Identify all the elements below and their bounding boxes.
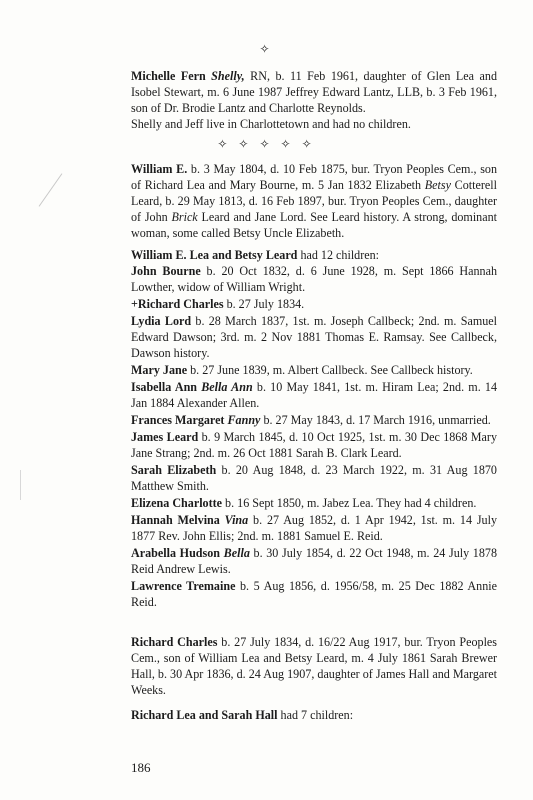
child-name: John Bourne	[131, 264, 201, 278]
children-list	[131, 264, 497, 612]
child-entry	[131, 264, 497, 296]
entry-name: Richard Charles	[131, 635, 218, 649]
richard-children-heading	[131, 708, 497, 724]
page-number: 186	[131, 760, 151, 775]
child-entry	[131, 380, 497, 412]
entry-nickname: Shelly,	[211, 69, 245, 83]
child-nickname: Bella Ann	[201, 380, 253, 395]
michelle-note: Shelly and Jeff live in Charlottetown and had no children.	[131, 117, 411, 131]
ornament-row: ✧ ✧ ✧ ✧ ✧	[217, 137, 316, 151]
pencil-mark	[39, 173, 63, 206]
william-entry	[131, 162, 497, 242]
entry-text: Leard and Jane Lord. See Leard history. A strong, dominant woman, some called Betsy Uncle Elizabeth.	[131, 209, 497, 240]
parents-names: Richard Lea and Sarah Hall	[131, 708, 278, 722]
child-entry	[131, 413, 497, 429]
child-entry	[131, 496, 497, 512]
child-name: Lydia Lord	[131, 314, 192, 329]
child-nickname: Bella	[223, 546, 250, 561]
child-details: b. 27 July 1834.	[223, 297, 305, 311]
child-name: Mary Jane	[131, 363, 188, 377]
child-details: b. 30 July 1854, d. 22 Oct 1948, m. 24 July 1878 Reid Andrew Lewis.	[131, 546, 497, 577]
child-details: b. 27 Aug 1852, d. 1 Apr 1942, 1st. m. 14 July 1877 Rev. John Ellis; 2nd. m. 1881 Samuel E. Reid.	[131, 513, 497, 544]
child-entry	[131, 314, 497, 362]
entry-text: b. 27 July 1834, d. 16/22 Aug 1917, bur. Tryon Peoples Cem., son of William Lea and Betsy Leard, m. 4 July 1861 Sarah Brewer Hall, b. 30 Apr 1836, d. 24 Aug 1907, daughter of James Hall and Margaret Weeks.	[131, 635, 497, 697]
child-name: Lawrence Tremaine	[131, 579, 236, 594]
child-nickname: Vina	[224, 513, 249, 528]
child-details: b. 20 Aug 1848, d. 23 March 1922, m. 31 Aug 1870 Matthew Smith.	[131, 463, 497, 494]
child-name: Arabella Hudson	[131, 546, 224, 561]
entry-text: Cotterell Leard, b. 29 May 1813, d. 16 Feb 1897, bur. Tryon Peoples Cem., daughter of John	[131, 177, 497, 224]
child-entry	[131, 463, 497, 495]
child-entry	[131, 513, 497, 545]
child-name: Isabella Ann	[131, 380, 202, 395]
child-entry	[131, 430, 497, 462]
entry-nickname: Brick	[171, 209, 198, 224]
entry-name: Michelle Fern	[131, 69, 212, 83]
children-heading	[131, 248, 497, 264]
child-entry	[131, 363, 497, 379]
child-nickname: Fanny	[227, 413, 261, 428]
child-details: b. 27 June 1839, m. Albert Callbeck. See Callbeck history.	[187, 363, 473, 377]
child-details: b. 9 March 1845, d. 10 Oct 1925, 1st. m. 30 Dec 1868 Mary Jane Strang; 2nd. m. 26 Oct 1881 Sarah B. Clark Leard.	[131, 430, 497, 461]
child-details: b. 20 Oct 1832, d. 6 June 1928, m. Sept 1866 Hannah Lowther, widow of William Wright.	[131, 264, 497, 294]
child-entry	[131, 546, 497, 578]
child-details: b. 16 Sept 1850, m. Jabez Lea. They had 4 children.	[222, 496, 477, 511]
entry-name: William E.	[131, 162, 188, 176]
entry-text: b. 3 May 1804, d. 10 Feb 1875, bur. Tryon Peoples Cem., son of Richard Lea and Mary Bourne, m. 5 Jan 1832 Elizabeth	[131, 162, 497, 192]
child-name: Sarah Elizabeth	[131, 463, 217, 478]
heading-text: had 12 children:	[297, 248, 380, 262]
child-name: Elizena Charlotte	[131, 496, 223, 511]
child-details: b. 28 March 1837, 1st. m. Joseph Callbeck; 2nd. m. Samuel Edward Dawson; 3rd. m. 2 Nov 1881 Thomas E. Ramsay. See Callbeck, Dawson history.	[131, 314, 497, 360]
richard-entry	[131, 635, 497, 699]
entry-text: RN, b. 11 Feb 1961, daughter of Glen Lea and Isobel Stewart, m. 6 June 1987 Jeffrey Edward Lantz, LLB, b. 3 Feb 1961, son of Dr. Brodie Lantz and Charlotte Reynolds.	[131, 69, 497, 115]
child-entry	[131, 579, 497, 611]
child-name: Hannah Melvina	[131, 513, 225, 528]
michelle-entry	[131, 69, 497, 117]
parents-names: William E. Lea and Betsy Leard	[131, 248, 298, 262]
entry-nickname: Betsy	[424, 177, 451, 192]
child-details: b. 27 May 1843, d. 17 March 1916, unmarried.	[260, 413, 491, 428]
child-name: James Leard	[131, 430, 199, 445]
page-crease	[20, 470, 21, 500]
child-name: Frances Margaret	[131, 413, 228, 428]
child-details: b. 5 Aug 1856, d. 1956/58, m. 25 Dec 1882 Annie Reid.	[131, 579, 497, 610]
child-name: +Richard Charles	[131, 297, 224, 311]
heading-text: had 7 children:	[277, 708, 354, 722]
child-entry	[131, 297, 497, 313]
child-details: b. 10 May 1841, 1st. m. Hiram Lea; 2nd. m. 14 Jan 1884 Alexander Allen.	[131, 380, 498, 410]
ornament-divider: ✧	[259, 42, 274, 56]
